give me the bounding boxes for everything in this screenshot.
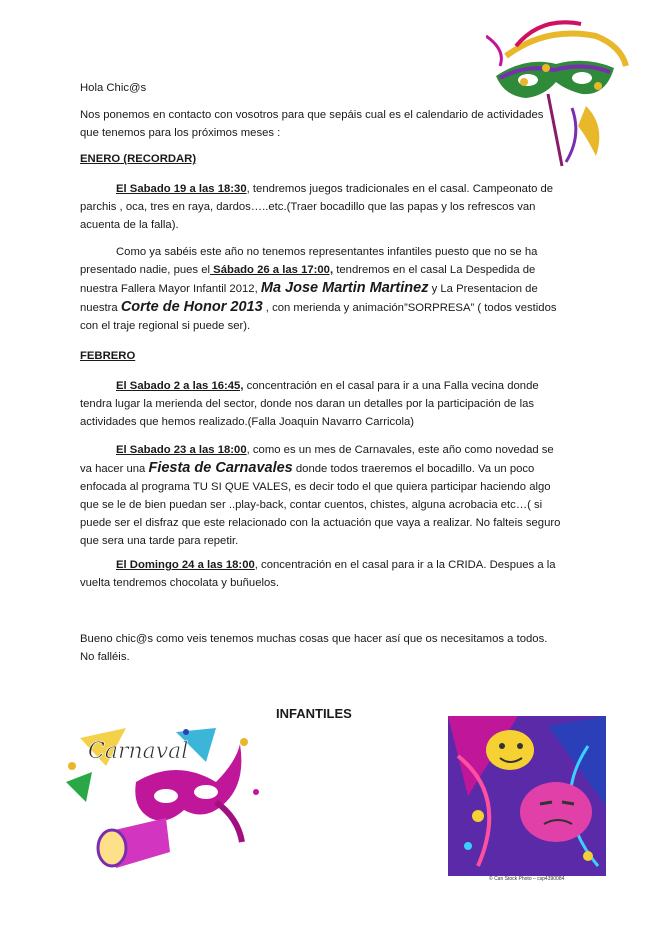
enero-heading: ENERO (RECORDAR) [80,153,197,165]
carnaval-clipart-icon [66,722,266,872]
enero-date-1: El Sabado 19 a las 18:30 [116,183,247,195]
carnival-masks-clipart-icon [448,716,606,876]
intro-paragraph: Nos ponemos en contacto con vosotros para que sepáis cual es el calendario de actividades que tenemos para los próximos meses : [80,109,544,139]
fiesta-de-carnavales: Fiesta de Carnavales [148,460,293,476]
febrero-paragraph-3: El Domingo 24 a las 18:00, concentración en el casal para ir a la CRIDA. Despues a la vuelta tendremos chocolata y buñuelos. [80,559,556,589]
febrero-date-3: El Domingo 24 a las 18:00 [116,559,255,571]
enero-paragraph-2: Como ya sabéis este año no tenemos representantes infantiles puesto que no se ha presentado nadie, pues el Sábado 26 a las 17:00, tendremos en el casal La Despedida de nuestra Fallera Mayor Infantil 2012, Ma Jose Martin Martinez y La Presentacion de nuestra Corte de Honor 2013 , con merienda y animación”SORPRESA” ( todos vestidos con el traje regional si puede ser). [80,246,557,332]
febrero-paragraph-2: El Sabado 23 a las 18:00, como es un mes de Carnavales, este año como novedad se va hacer una Fiesta de Carnavales donde todos traeremos el bocadillo. Va un poco enfocada al programa TU SI QUE VALES, es decir todo el que quiera participar haciendo algo que se le de bien puedan ser ..play-back, contar cuentos, chistes, alguna acrobacia etc…( si puede ser el disfraz que este relacionado con la actuación que vaya a realizar. No falteis seguro que sera una tarde para repetir. [80,444,561,547]
image-caption: © Can Stock Photo – csp4390084 [489,876,565,882]
closing-paragraph: Bueno chic@s como veis tenemos muchas cosas que hacer así que os necesitamos a todos. No falléis. [80,633,548,663]
enero-date-2: Sábado 26 a las 17:00, [210,264,334,276]
fallera-name: Ma Jose Martin Martinez [260,280,429,296]
enero-paragraph-1: El Sabado 19 a las 18:30, tendremos juegos tradicionales en el casal. Campeonato de parchis , oca, tres en raya, dardos…..etc.(Traer bocadillo que las papas y los refrescos van acuenta de la falla). [80,183,554,231]
greeting: Hola Chic@s [80,82,147,94]
febrero-heading: FEBRERO [80,350,136,362]
signature: INFANTILES [276,706,352,721]
febrero-date-1: El Sabado 2 a las 16:45, [116,380,244,392]
febrero-paragraph-1: El Sabado 2 a las 16:45, concentración en el casal para ir a una Falla vecina donde tendra lugar la merienda del sector, donde nos daran un detalles por la participación de las actividades que hemos realizado.(Falla Joaquin Navarro Carricola) [80,380,539,428]
febrero-date-2: El Sabado 23 a las 18:00 [116,444,247,456]
svg-text:Carnaval: Carnaval [88,739,189,764]
corte-de-honor: Corte de Honor 2013 [120,299,263,315]
